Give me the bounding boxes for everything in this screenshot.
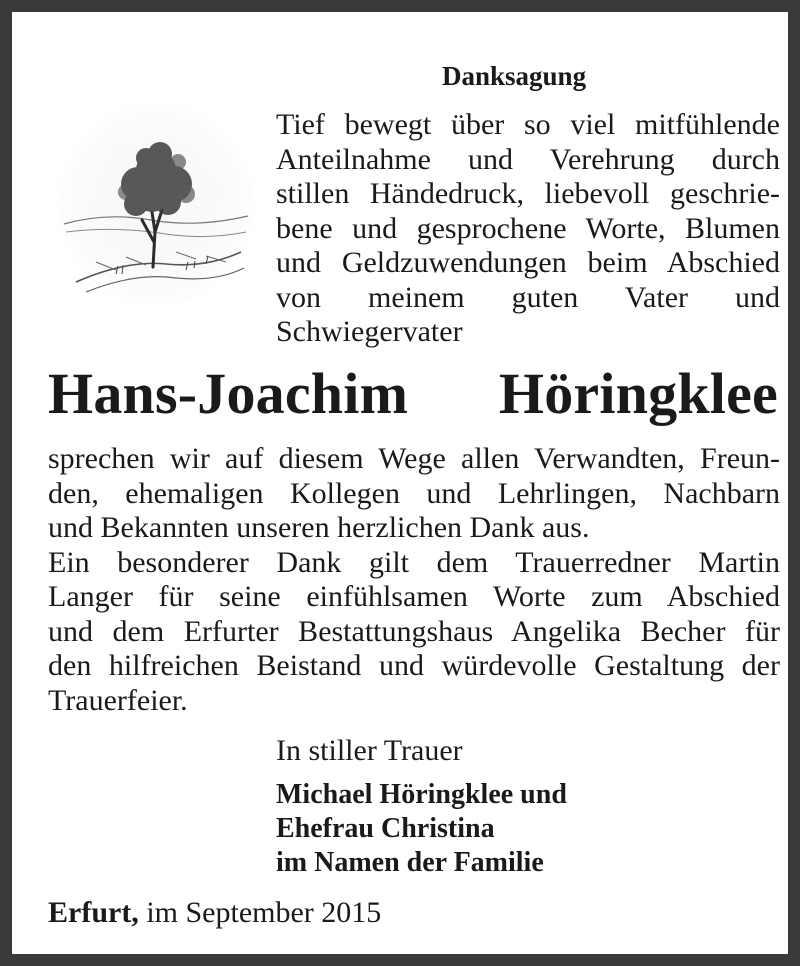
notice-heading: Danksagung (442, 61, 587, 91)
intro-line: von meinem guten Vater und (276, 280, 780, 314)
closing-phrase: In stiller Trauer (276, 734, 463, 767)
intro-line: stillen Händedruck, liebevoll geschrie- (276, 177, 780, 210)
body-line: sprechen wir auf diesem Wege allen Verwandten, Freun- (48, 442, 780, 475)
intro-line: und Geldzuwendungen beim Abschied (276, 246, 780, 279)
intro-line: Tief bewegt über so viel mitfühlende (276, 108, 780, 141)
place-date-line (48, 896, 381, 930)
body-line: und dem Erfurter Bestattungshaus Angelika Becher für (48, 614, 780, 648)
place-name: Erfurt, (48, 896, 139, 929)
obituary-notice (12, 12, 788, 954)
body-line: den hilfreichen Beistand und würdevolle Gestaltung der (48, 649, 780, 682)
body-line: Trauerfeier. (48, 683, 188, 717)
deceased-name: Hans-Joachim Höringklee (48, 361, 778, 426)
signers-block (276, 778, 567, 880)
body-line: den, ehemaligen Kollegen und Lehrlingen, Nachbarn (48, 476, 780, 510)
body-line: Langer für seine einfühlsamen Worte zum Abschied (48, 580, 780, 613)
intro-line: bene und gesprochene Worte, Blumen (276, 211, 780, 245)
signer-line: im Namen der Familie (276, 847, 544, 878)
intro-line: Schwiegervater (276, 315, 463, 348)
body-line: und Bekannten unseren herzlichen Dank aus. (48, 511, 590, 544)
signer-line: Ehefrau Christina (276, 813, 495, 844)
date-text: im September 2015 (146, 896, 382, 929)
body-line: Ein besonderer Dank gilt dem Trauerredner Martin (48, 545, 780, 579)
body-paragraph (48, 442, 780, 718)
intro-line: Anteilnahme und Verehrung durch (276, 142, 780, 176)
tree-illustration (56, 92, 256, 312)
intro-paragraph (276, 108, 780, 350)
signer-line: Michael Höringklee und (276, 779, 567, 810)
